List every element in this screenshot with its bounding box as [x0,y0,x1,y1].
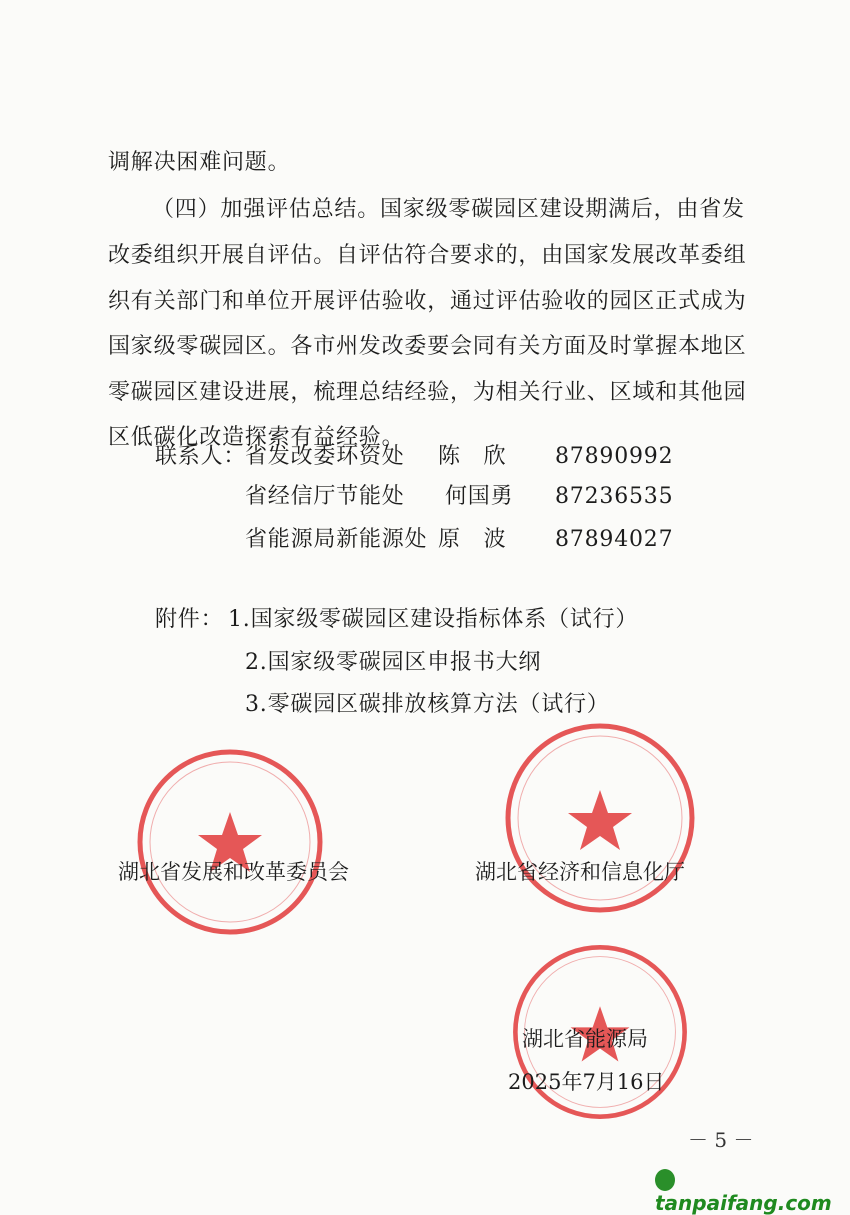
paragraph-line: 调解决困难问题。 [108,150,291,175]
paragraph-line: 改委组织开展自评估。自评估符合要求的，由国家发展改革委组 [108,243,747,268]
attachment-item: 2.国家级零碳园区申报书大纲 [245,650,542,675]
contact-phone: 87236535 [555,484,674,509]
contact-name: 原 波 [438,527,507,552]
contact-name: 陈 欣 [438,444,507,469]
contact-phone: 87890992 [555,444,674,469]
contact-dept: 省能源局新能源处 [245,527,428,552]
stamp-ndrc [130,742,330,942]
contacts-label: 联系人： [155,444,247,469]
attachment-item: 1.国家级零碳园区建设指标体系（试行） [228,607,639,632]
signature-date: 2025年7月16日 [508,1070,665,1094]
leaf-logo-icon [655,1169,675,1191]
page-number: － 5 － [688,1128,754,1152]
watermark-text: tanpaifang.com [655,1190,832,1215]
stamp-eitd [500,718,700,918]
attachment-item: 3.零碳园区碳排放核算方法（试行） [245,692,610,717]
signature-ndrc: 湖北省发展和改革委员会 [118,860,349,884]
paragraph-line: 国家级零碳园区。各市州发改委要会同有关方面及时掌握本地区 [108,334,747,359]
contact-name: 何国勇 [445,484,514,509]
signature-eitd: 湖北省经济和信息化厅 [475,860,685,884]
attachments-label: 附件： [155,607,224,632]
star-icon [568,790,632,850]
contact-dept: 省发改委环资处 [245,444,405,469]
contact-dept: 省经信厅节能处 [245,484,405,509]
watermark [655,1166,850,1215]
paragraph-line: 区低碳化改造探索有益经验。 [108,425,405,450]
contact-phone: 87894027 [555,527,674,552]
paragraph-line: （四）加强评估总结。国家级零碳园区建设期满后，由省发 [152,197,745,222]
paragraph-line: 零碳园区建设进展，梳理总结经验，为相关行业、区域和其他园 [108,380,747,405]
paragraph-line: 织有关部门和单位开展评估验收，通过评估验收的园区正式成为 [108,289,747,314]
signature-energy-bureau: 湖北省能源局 [522,1027,648,1051]
